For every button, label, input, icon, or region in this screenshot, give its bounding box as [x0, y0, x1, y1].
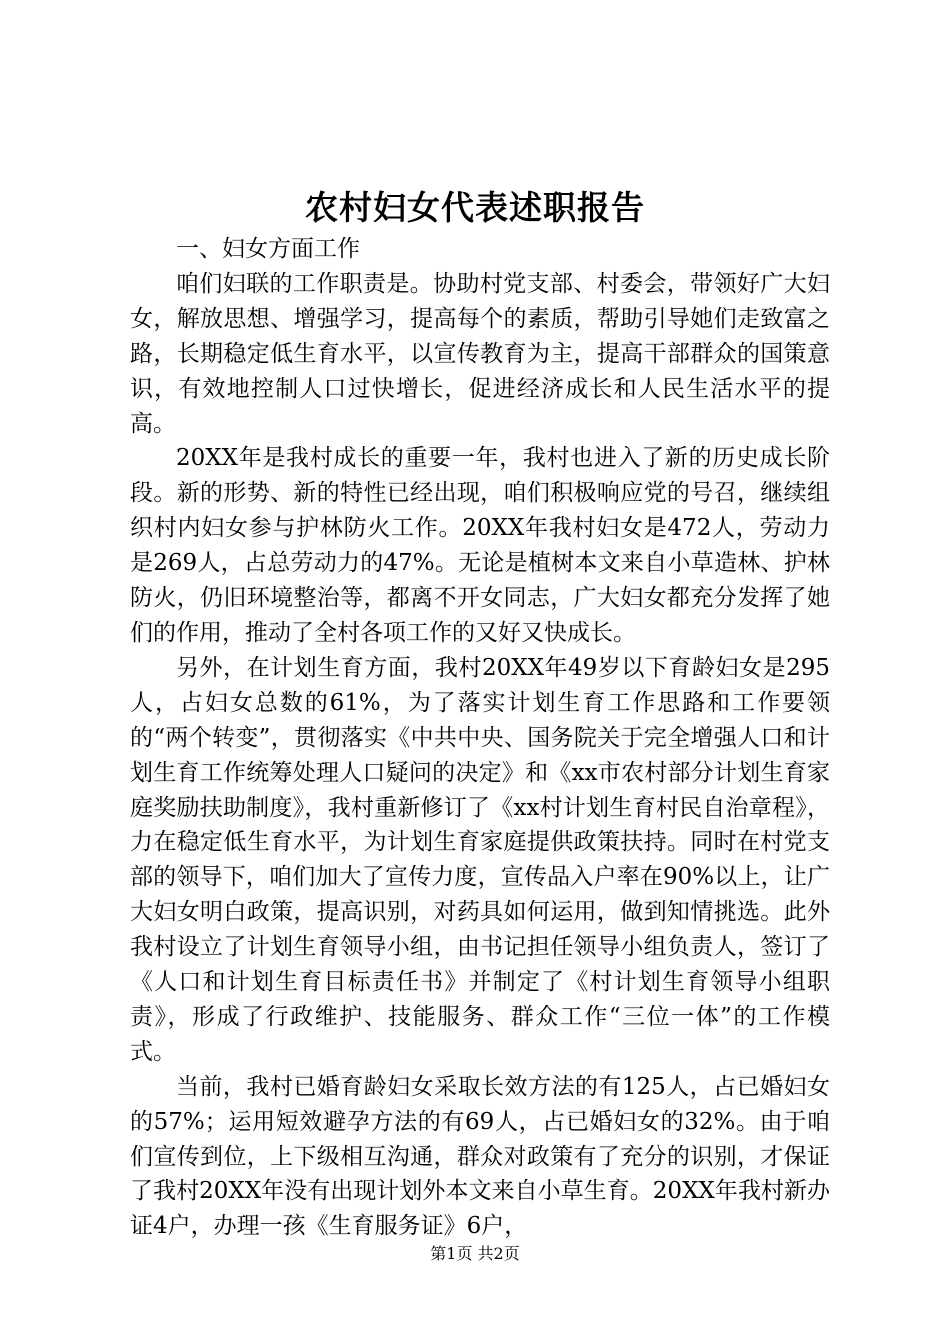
document-body	[130, 232, 830, 1244]
paragraph-3: 另外，在计划生育方面，我村20XX年49岁以下育龄妇女是295人，占妇女总数的61%，为了落实计划生育工作思路和工作要领的“两个转变”，贯彻落实《中共中央、国务院关于完全增强人口和计划生育工作统筹处理人口疑问的决定》和《xx市农村部分计划生育家庭奖励扶助制度》，我村重新修订了《xx村计划生育村民自治章程》，力在稳定低生育水平，为计划生育家庭提供政策扶持。同时在村党支部的领导下，咱们加大了宣传力度，宣传品入户率在90%以上，让广大妇女明白政策，提高识别，对药具如何运用，做到知情挑选。此外我村设立了计划生育领导小组，由书记担任领导小组负责人，签订了《人口和计划生育目标责任书》并制定了《村计划生育领导小组职责》，形成了行政维护、技能服务、群众工作“三位一体”的工作模式。	[130, 654, 830, 1065]
paragraph-2: 20XX年是我村成长的重要一年，我村也进入了新的历史成长阶段。新的形势、新的特性已经出现，咱们积极响应党的号召，继续组织村内妇女参与护林防火工作。20XX年我村妇女是472人，劳动力是269人，占总劳动力的47%。无论是植树本文来自小草造林、护林防火，仍旧环境整治等，都离不开女同志，广大妇女都充分发挥了她们的作用，推动了全村各项工作的又好又快成长。	[130, 445, 830, 646]
paragraph-4: 当前，我村已婚育龄妇女采取长效方法的有125人，占已婚妇女的57%；运用短效避孕方法的有69人，占已婚妇女的32%。由于咱们宣传到位，上下级相互沟通，群众对政策有了充分的识别，才保证了我村20XX年没有出现计划外本文来自小草生育。20XX年我村新办证4户，办理一孩《生育服务证》6户，	[130, 1073, 830, 1240]
document-title: 农村妇女代表述职报告	[305, 188, 645, 227]
section-heading: 一、妇女方面工作	[176, 236, 360, 262]
page-footer: 第1页 共2页	[430, 1244, 520, 1263]
paragraph-1: 咱们妇联的工作职责是。协助村党支部、村委会，带领好广大妇女，解放思想、增强学习，提高每个的素质，帮助引导她们走致富之路，长期稳定低生育水平，以宣传教育为主，提高干部群众的国策意识，有效地控制人口过快增长，促进经济成长和人民生活水平的提高。	[130, 270, 830, 437]
